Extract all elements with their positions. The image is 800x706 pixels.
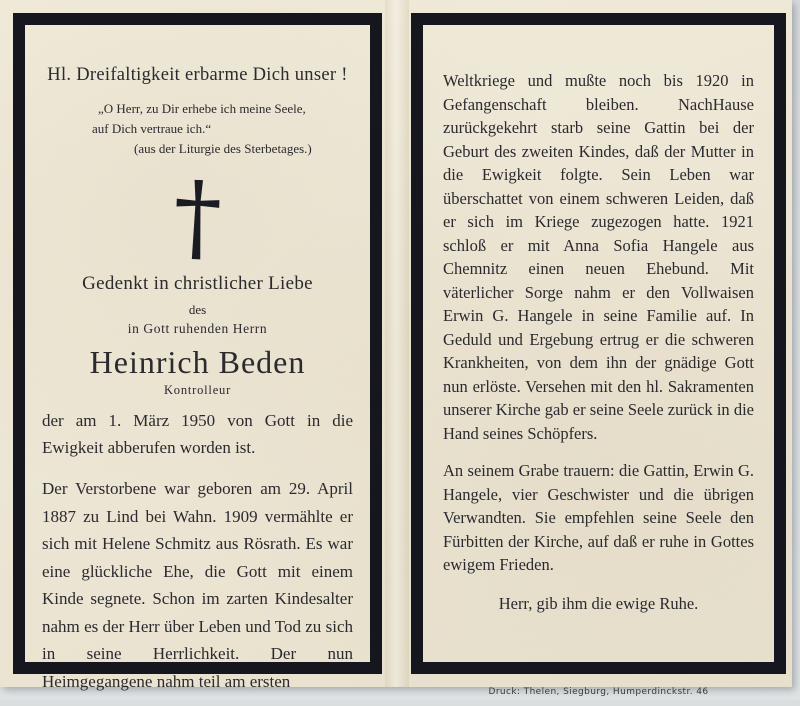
card-left-page [13, 13, 382, 691]
biography-paragraph: Der Verstorbene war geboren am 29. April 1887 zu Lind bei Wahn. 1909 vermählte er sich mit Helene Schmitz aus Rösrath. Es war eine glückliche Ehe, die Gott mit einem Kinde segnete. Schon im zarten Kindesalter nahm es der Herr über Leben und Tod zu sich in seine Herrlichkeit. Der nun Heimgegangene nahm teil am ersten [42, 479, 353, 691]
quote-source: (aus der Liturgie des Sterbetages.) [134, 141, 312, 157]
deceased-name: Heinrich Beden [89, 344, 306, 381]
deceased-title: Kontrolleur [163, 383, 232, 398]
card-right-page [411, 13, 786, 697]
mourners-paragraph: An seinem Grabe trauern: die Gattin, Erwin G. Hangele, vier Geschwister und die übrigen Verwandten. Sie empfehlen seine Seele den Fürbitten der Kirche, auf daß er ruhe in Gottes ewigem Frieden. [443, 461, 754, 574]
biography-continuation-paragraph: Weltkriege und mußte noch bis 1920 in Gefangenschaft bleiben. NachHause zurückgekehrt starb seine Gattin bei der Geburt des zweiten Kindes, daß der Mutter in die Ewigkeit folgte. Sein Leben war überschattet von einem schweren Leiden, daß er sich im Kriege zugezogen hatte. 1921 schloß er mit Anna Sofia Hangele aus Chemnitz einen neuen Ehebund. Mit väterlicher Sorge nahm er den Vollwaisen Erwin G. Hangele in seine Familie auf. In Geduld und Ergebung ertrug er die schweren Krankheiten, von dem ihn der gnädige Gott nun erlöste. Versehen mit den hl. Sakramenten unserer Kirche gab er seine Seele zurück in die Hand seines Schöpfers. [443, 71, 754, 443]
closing-prayer: Herr, gib ihm die ewige Ruhe. [498, 593, 699, 613]
quote-line: auf Dich vertraue ich.“ [92, 121, 212, 137]
left-page-content [25, 65, 370, 702]
cross-icon: † [171, 160, 224, 275]
memorial-phrase: in Gott ruhenden Herrn [127, 321, 268, 337]
memorial-phrase: Gedenkt in christlicher Liebe [82, 273, 313, 295]
printer-imprint: Druck: Thelen, Siegburg, Humperdinckstr. 46 [488, 687, 709, 697]
scripture-quote-block [42, 99, 353, 159]
death-date-line: der am 1. März 1950 von Gott in die Ewigkeit abberufen worden ist. [42, 411, 353, 458]
quote-line: „O Herr, zu Dir erhebe ich meine Seele, [98, 101, 306, 116]
memorial-phrase: des [188, 302, 207, 318]
invocation-heading: Hl. Dreifaltigkeit erbarme Dich unser ! [47, 65, 348, 85]
card-fold-crease [385, 0, 409, 687]
right-page-content [423, 69, 774, 706]
